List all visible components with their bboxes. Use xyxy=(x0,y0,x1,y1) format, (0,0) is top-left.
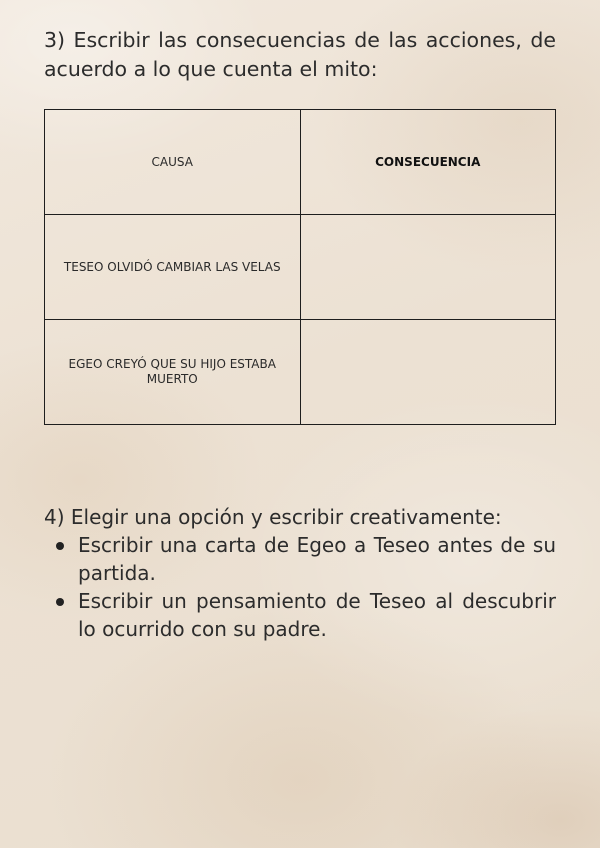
consequence-answer-cell[interactable] xyxy=(300,215,556,320)
consequence-answer-cell[interactable] xyxy=(300,320,556,425)
cause-consequence-table xyxy=(44,109,556,425)
bullet-icon xyxy=(56,598,64,606)
list-item xyxy=(44,587,556,643)
header-cause: CAUSA xyxy=(45,110,301,215)
cause-cell: TESEO OLVIDÓ CAMBIAR LAS VELAS xyxy=(45,215,301,320)
table-header-row xyxy=(45,110,556,215)
table-row xyxy=(45,320,556,425)
options-list xyxy=(44,531,556,643)
list-item xyxy=(44,531,556,587)
option-text: Escribir un pensamiento de Teseo al descubrir lo ocurrido con su padre. xyxy=(78,589,556,641)
question-4-instruction: 4) Elegir una opción y escribir creativamente: xyxy=(44,505,502,529)
question-3-instruction: 3) Escribir las consecuencias de las acciones, de acuerdo a lo que cuenta el mito: xyxy=(44,28,556,81)
cause-cell: EGEO CREYÓ QUE SU HIJO ESTABA MUERTO xyxy=(45,320,301,425)
table-row xyxy=(45,215,556,320)
question-4-section xyxy=(44,503,556,643)
option-text: Escribir una carta de Egeo a Teseo antes de su partida. xyxy=(78,533,556,585)
bullet-icon xyxy=(56,542,64,550)
header-consequence: CONSECUENCIA xyxy=(300,110,556,215)
